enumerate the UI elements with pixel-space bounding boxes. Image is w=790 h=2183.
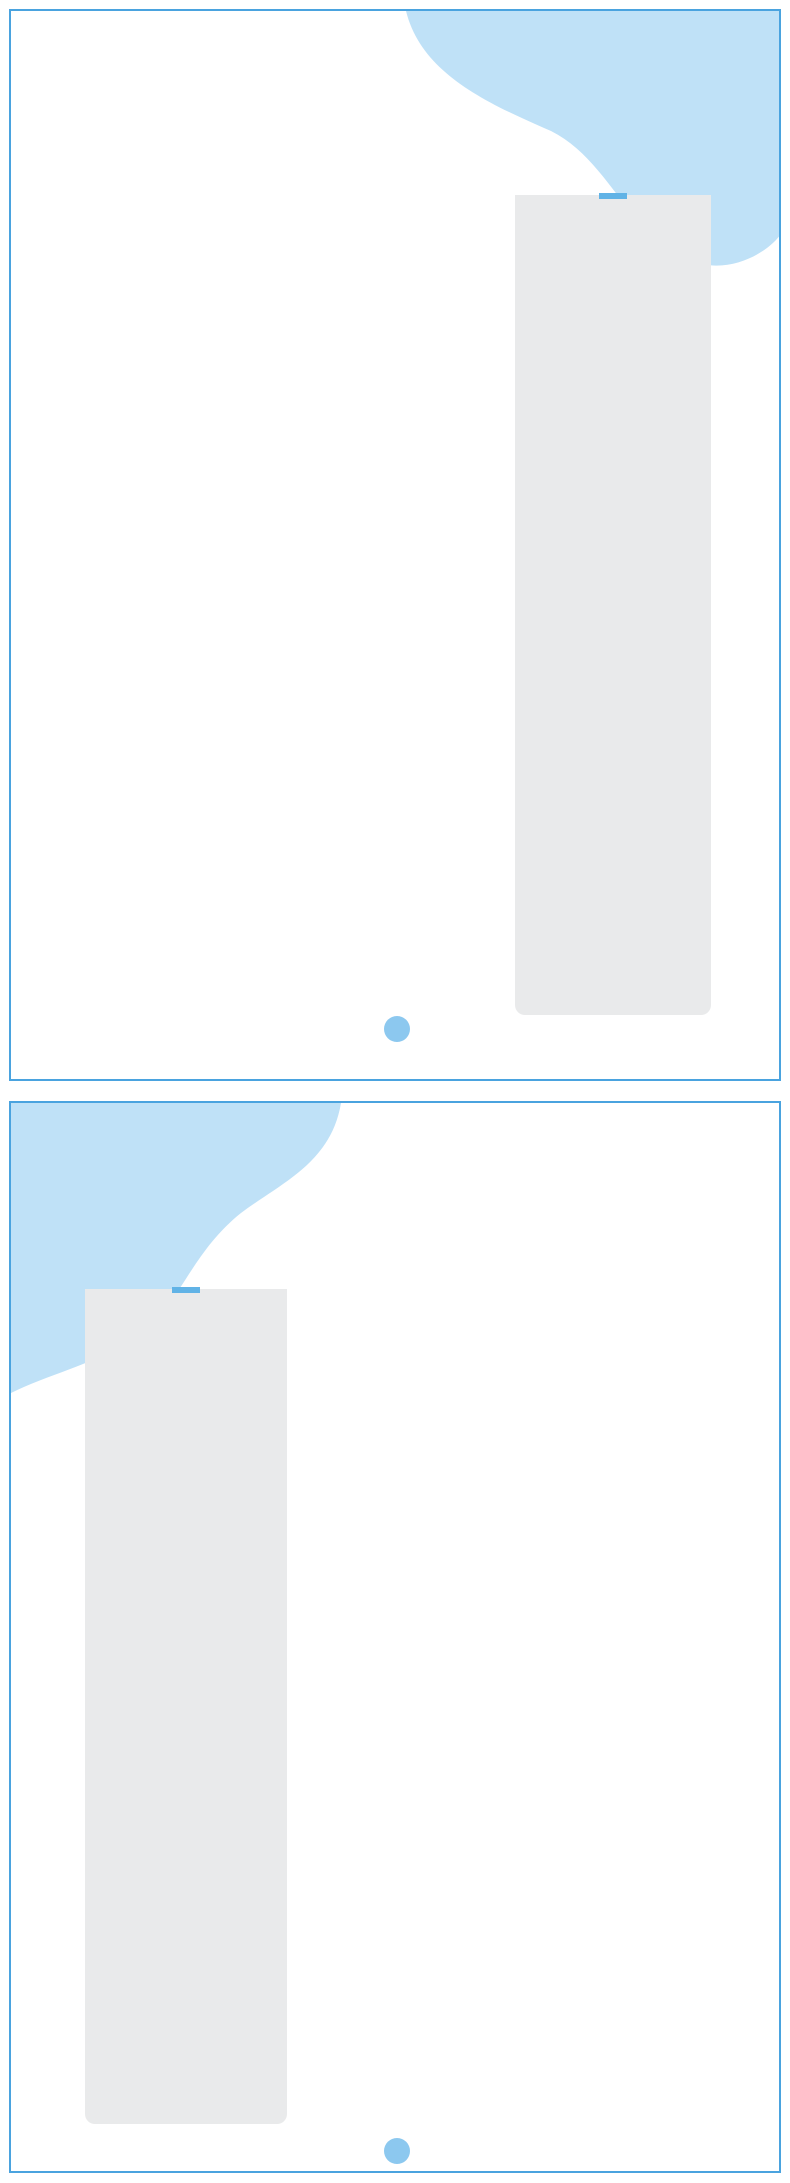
page-number bbox=[384, 2138, 410, 2164]
index-panel bbox=[85, 1289, 287, 2124]
index-panel-header bbox=[172, 1287, 200, 1293]
index-panel-body bbox=[85, 1289, 287, 1327]
index-panel-header bbox=[599, 193, 627, 199]
toc-page-1 bbox=[9, 9, 781, 1081]
index-panel-body bbox=[515, 195, 711, 233]
index-panel bbox=[515, 195, 711, 1015]
toc-page-2 bbox=[9, 1101, 781, 2173]
page-number bbox=[384, 1016, 410, 1042]
